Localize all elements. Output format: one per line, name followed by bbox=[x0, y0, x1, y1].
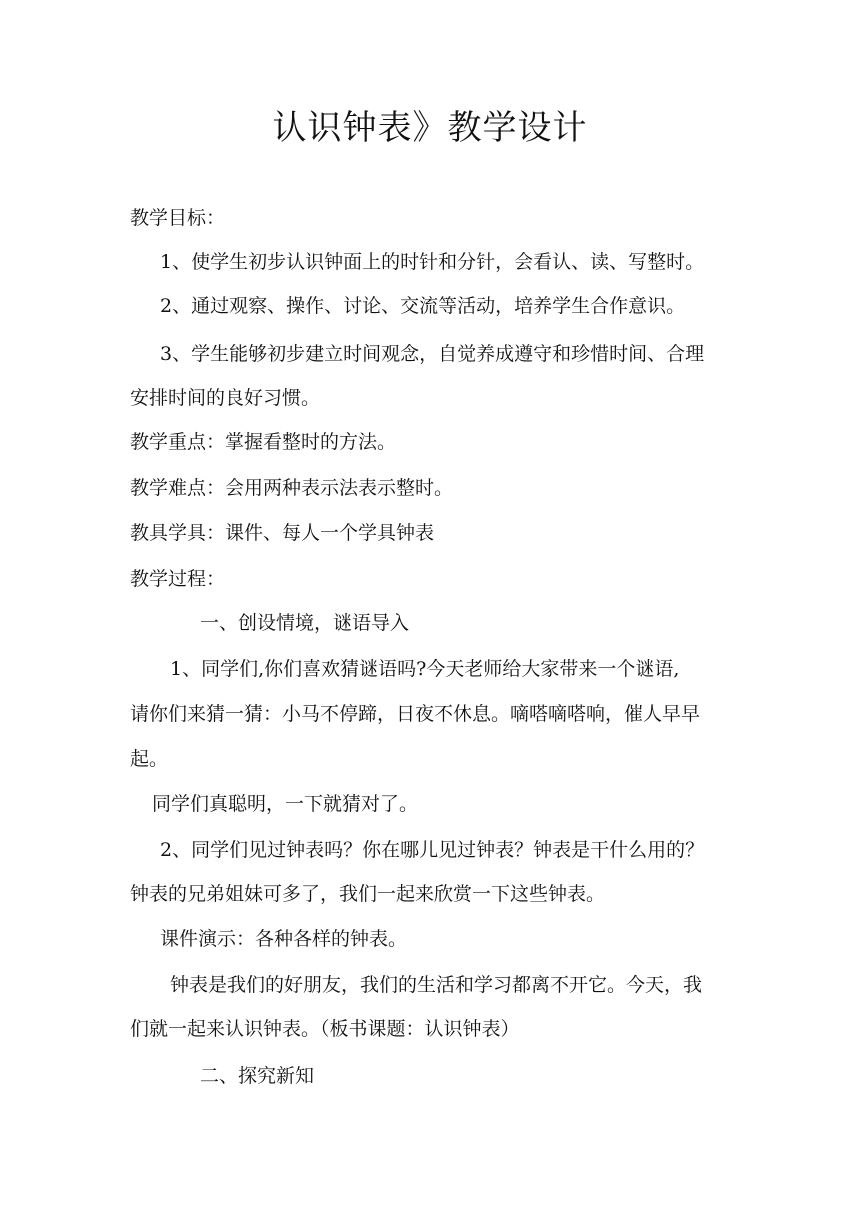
subsection-heading-2: 二、探究新知 bbox=[200, 1065, 315, 1087]
difficult-point: 教学难点：会用两种表示法表示整时。 bbox=[130, 477, 454, 499]
paragraph-5-line-1: 钟表是我们的好朋友，我们的生活和学习都离不开它。今天，我 bbox=[170, 974, 703, 996]
paragraph-1-line-2: 请你们来猜一猜：小马不停蹄，日夜不休息。嘀嗒嘀嗒响，催人早早 bbox=[130, 703, 701, 725]
section-heading-process: 教学过程： bbox=[130, 568, 226, 590]
paragraph-5-line-2: 们就一起来认识钟表。（板书课题：认识钟表） bbox=[130, 1018, 520, 1040]
objective-3-line-2: 安排时间的良好习惯。 bbox=[130, 387, 321, 409]
document-title: 认识钟表》教学设计 bbox=[272, 108, 588, 148]
objective-2: 2、通过观察、操作、讨论、交流等活动，培养学生合作意识。 bbox=[160, 295, 686, 317]
paragraph-2: 同学们真聪明，一下就猜对了。 bbox=[152, 793, 419, 815]
paragraph-3-line-2: 钟表的兄弟姐妹可多了，我们一起来欣赏一下这些钟表。 bbox=[130, 883, 606, 905]
paragraph-4: 课件演示：各种各样的钟表。 bbox=[160, 928, 408, 950]
paragraph-1-line-3: 起。 bbox=[130, 748, 169, 770]
objective-3-line-1: 3、学生能够初步建立时间观念，自觉养成遵守和珍惜时间、合理 bbox=[160, 343, 705, 365]
paragraph-3-line-1: 2、同学们见过钟表吗？你在哪儿见过钟表？钟表是干什么用的？ bbox=[160, 839, 705, 861]
key-point: 教学重点：掌握看整时的方法。 bbox=[130, 431, 397, 453]
objective-1: 1、使学生初步认识钟面上的时针和分针，会看认、读、写整时。 bbox=[160, 251, 705, 273]
teaching-aids: 教具学具：课件、每人一个学具钟表 bbox=[130, 522, 435, 544]
section-heading-objectives: 教学目标： bbox=[130, 207, 226, 229]
paragraph-1-line-1: 1、同学们,你们喜欢猜谜语吗?今天老师给大家带来一个谜语, bbox=[170, 658, 680, 680]
subsection-heading-1: 一、创设情境，谜语导入 bbox=[200, 612, 410, 634]
